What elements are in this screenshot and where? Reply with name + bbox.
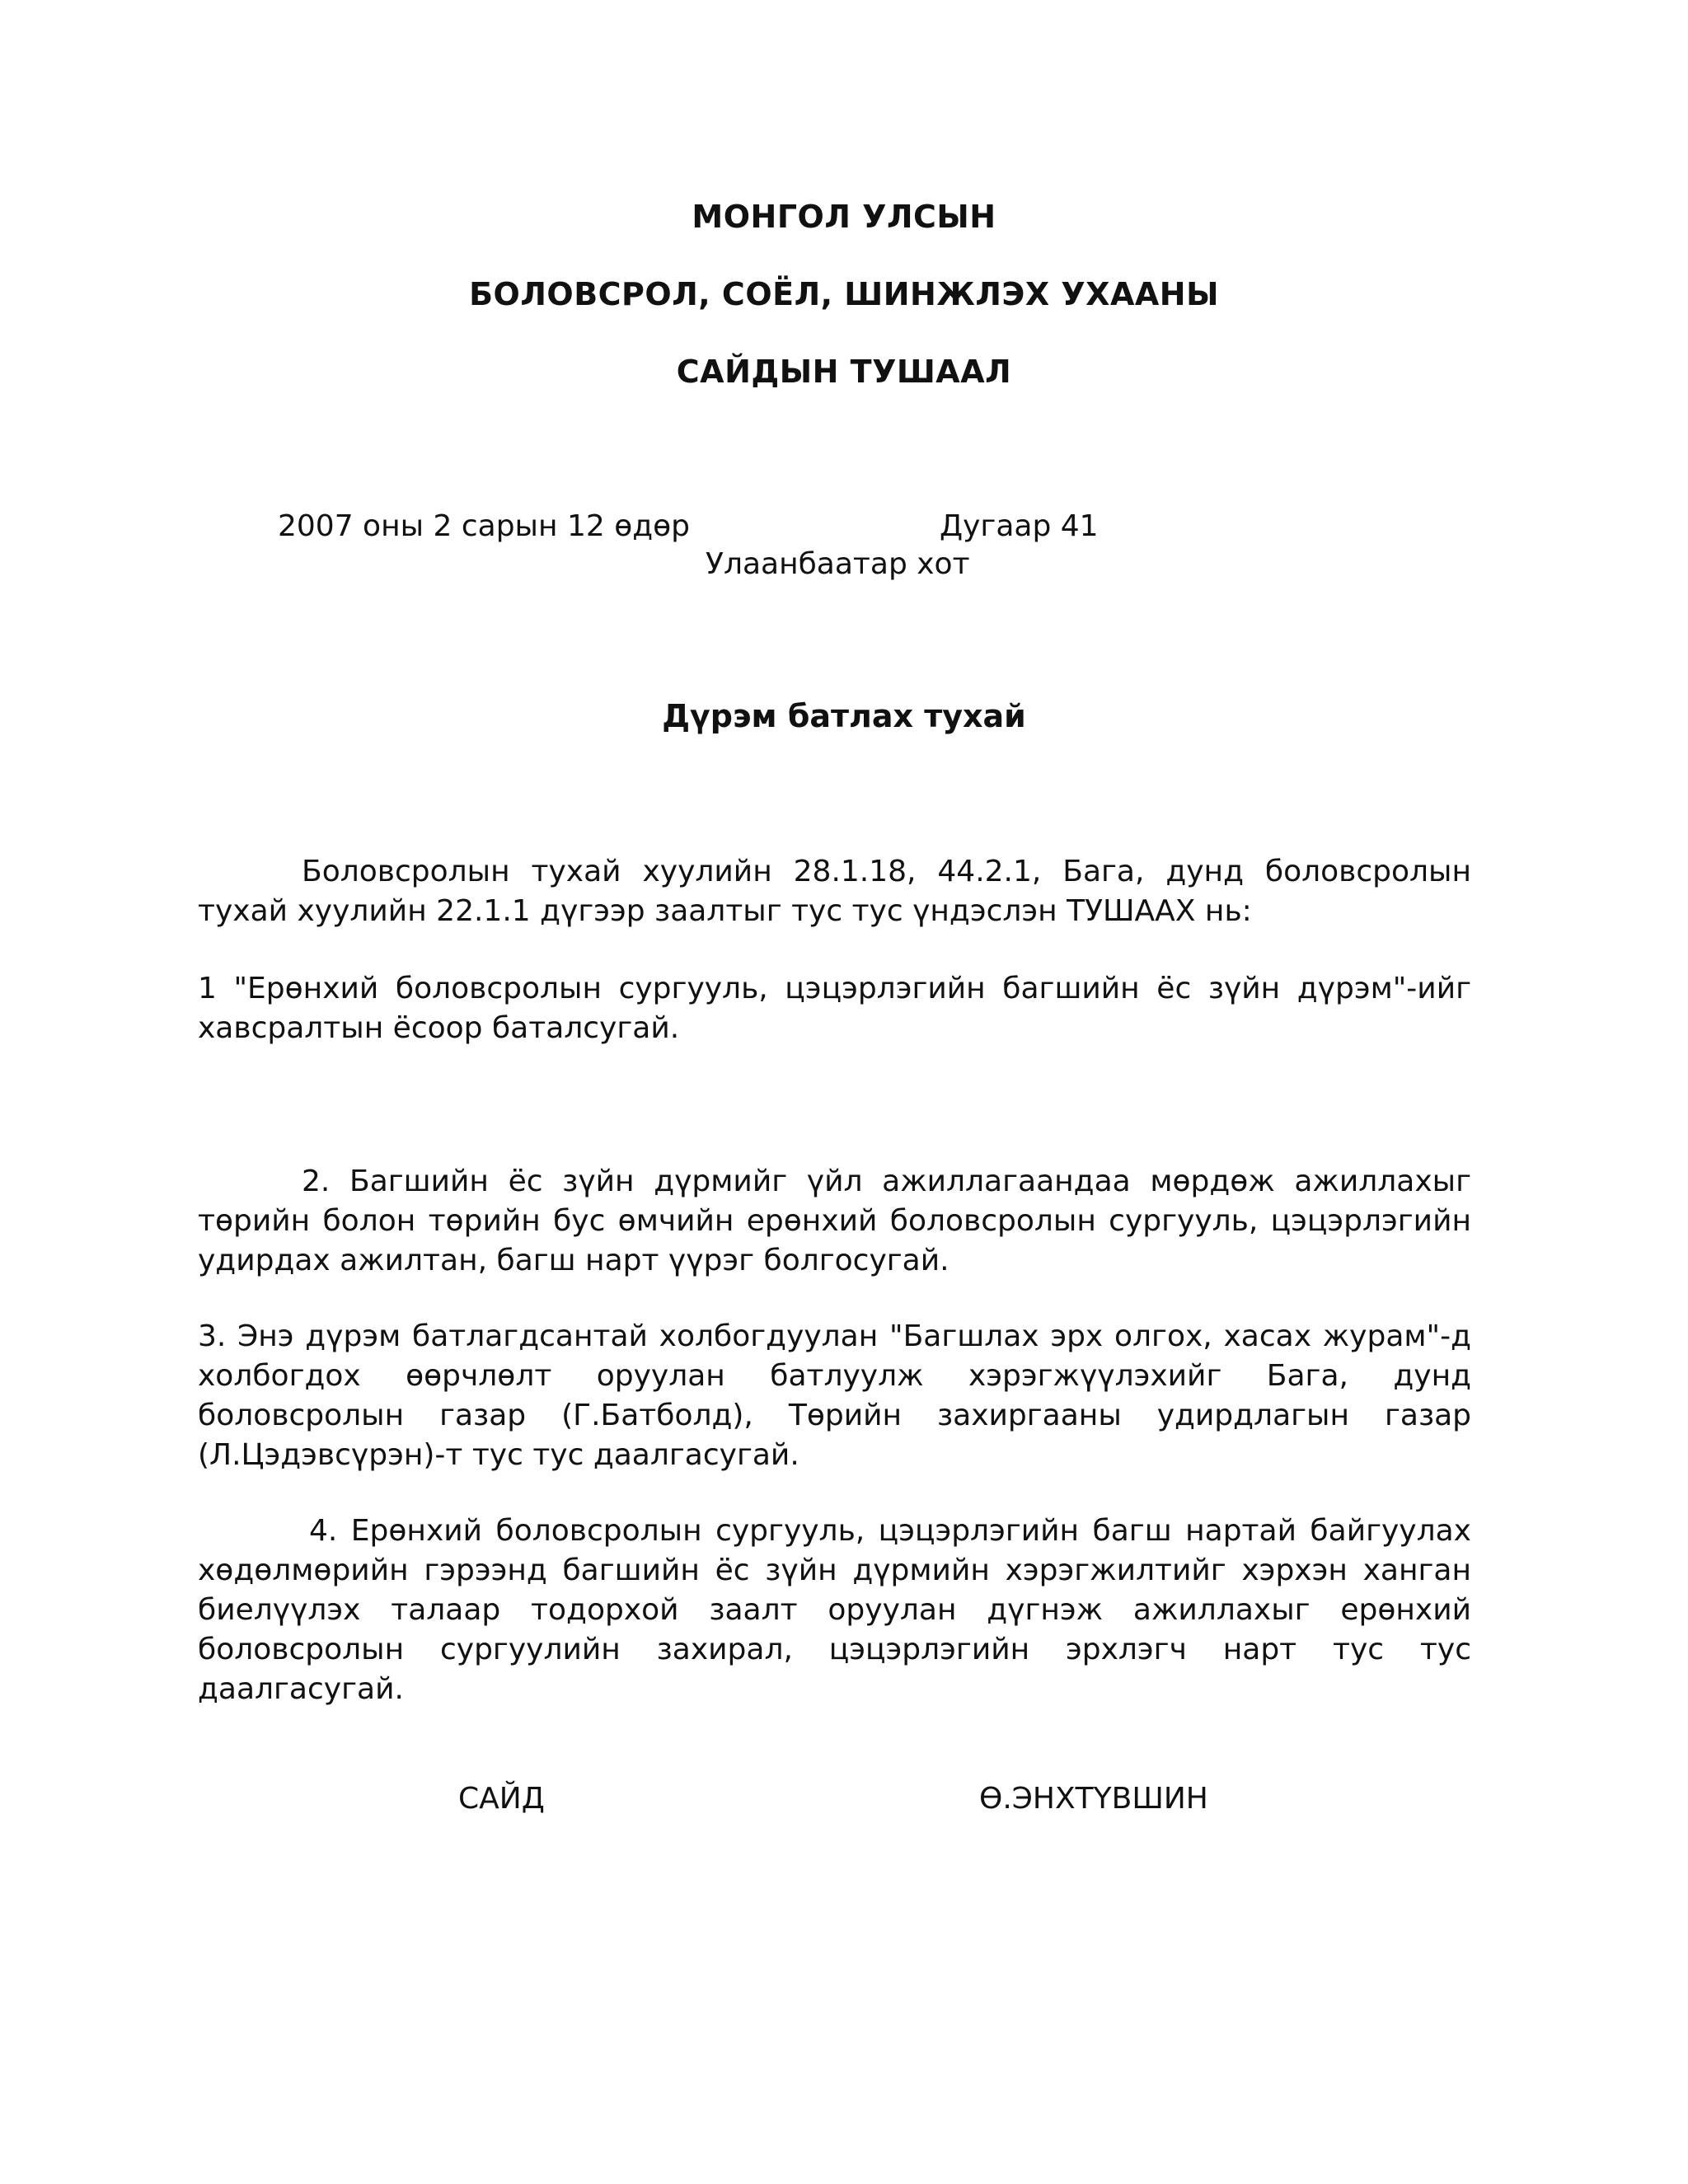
order-place: Улаанбаатар хот <box>706 547 970 581</box>
intro-paragraph: Боловсролын тухай хуулийн 28.1.18, 44.2.1, Бага, дунд боловсролын тухай хуулийн 22.1.1 дүгээр заалтыг тус тус үндэслэн ТУШААХ нь: <box>198 855 1471 928</box>
item-2-paragraph: 2. Багшийн ёс зүйн дүрмийг үйл ажиллагаандаа мөрдөж ажиллахыг төрийн болон төрийн бус өмчийн ерөнхий боловсролын сургууль, цэцэрлэгийн удирдах ажилтан, багш нарт үүрэг болгосугай. <box>198 1165 1471 1277</box>
item-4-paragraph: 4. Ерөнхий боловсролын сургууль, цэцэрлэгийн багш нартай байгуулах хөдөлмөрийн гэрээнд багшийн ёс зүйн дүрмийн хэрэгжилтийг хэрхэн ханган биелүүлэх талаар тодорхой заалт оруулан дүгнэж ажиллахыг ерөнхий боловсролын сургуулийн захирал, цэцэрлэгийн эрхлэгч нарт тус тус даалгасугай. <box>198 1514 1471 1706</box>
signatory-name: Ө.ЭНХТҮВШИН <box>979 1782 1208 1816</box>
header-order-title: САЙДЫН ТУШААЛ <box>676 354 1012 390</box>
order-subject: Дүрэм батлах тухай <box>662 698 1026 734</box>
header-ministry: БОЛОВСРОЛ, СОЁЛ, ШИНЖЛЭХ УХААНЫ <box>469 276 1219 312</box>
signatory-title: САЙД <box>458 1782 545 1816</box>
order-number: Дугаар 41 <box>940 509 1099 543</box>
item-3-paragraph: 3. Энэ дүрэм батлагдсантай холбогдуулан "Багшлах эрх олгох, хасах журам"-д холбогдох өөрчлөлт оруулан батлуулж хэрэгжүүлэхийг Бага, дунд боловсролын газар (Г.Батболд), Төрийн захиргааны удирдлагын газар (Л.Цэдэвсүрэн)-т тус тус даалгасугай. <box>198 1319 1471 1472</box>
header-country: МОНГОЛ УЛСЫН <box>692 199 996 235</box>
order-date: 2007 оны 2 сарын 12 өдөр <box>278 509 690 543</box>
item-1-paragraph: 1 "Ерөнхий боловсролын сургууль, цэцэрлэгийн багшийн ёс зүйн дүрэм"-ийг хавсралтын ёсоор баталсугай. <box>198 972 1471 1045</box>
